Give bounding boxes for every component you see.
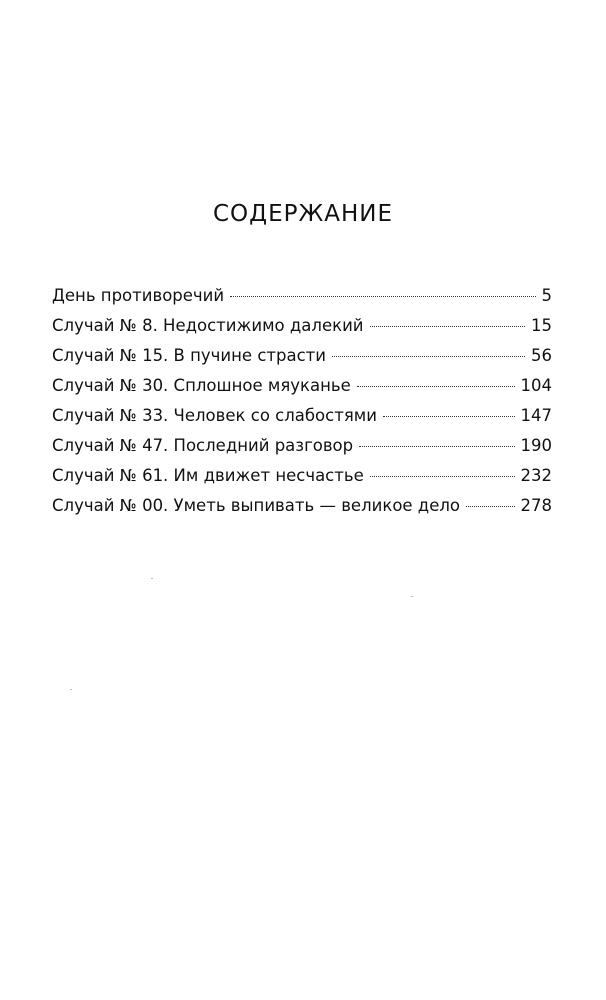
toc-entry-title: Случай № 61. Им движет несчастье (52, 466, 364, 485)
toc-entry (52, 286, 552, 316)
dot-leader (359, 446, 514, 447)
toc-entry (52, 436, 552, 466)
table-of-contents (52, 286, 552, 526)
toc-entry-title: Случай № 47. Последний разговор (52, 436, 354, 455)
toc-entry-title: День противоречий (52, 286, 225, 305)
toc-entry (52, 496, 552, 526)
dot-leader (370, 326, 525, 327)
toc-entry-page: 232 (520, 466, 552, 485)
toc-entry (52, 376, 552, 406)
toc-entry-page: 190 (520, 436, 552, 455)
dot-leader (466, 506, 514, 507)
toc-entry-title: Случай № 30. Сплошное мяуканье (52, 376, 351, 395)
dot-leader (383, 416, 515, 417)
dot-leader (357, 386, 515, 387)
toc-entry-title: Случай № 8. Недостижимо далекий (52, 316, 364, 335)
toc-entry (52, 406, 552, 436)
toc-entry-title: Случай № 15. В пучине страсти (52, 346, 326, 365)
toc-entry (52, 346, 552, 376)
page-title: СОДЕРЖАНИЕ (212, 201, 394, 227)
toc-entry-page: 147 (520, 406, 552, 425)
toc-entry-page: 15 (531, 316, 552, 335)
toc-entry (52, 316, 552, 346)
toc-entry-page: 5 (541, 286, 552, 305)
dot-leader (332, 356, 525, 357)
dot-leader (370, 476, 515, 477)
dot-leader (230, 296, 535, 297)
scan-speck (70, 689, 72, 690)
scan-speck (151, 578, 153, 579)
toc-entry-page: 56 (531, 346, 552, 365)
toc-entry-title: Случай № 00. Уметь выпивать — великое дело (52, 496, 461, 515)
toc-entry (52, 466, 552, 496)
toc-entry-title: Случай № 33. Человек со слабостями (52, 406, 377, 425)
scan-speck (411, 596, 413, 597)
toc-entry-page: 278 (520, 496, 552, 515)
toc-entry-page: 104 (520, 376, 552, 395)
